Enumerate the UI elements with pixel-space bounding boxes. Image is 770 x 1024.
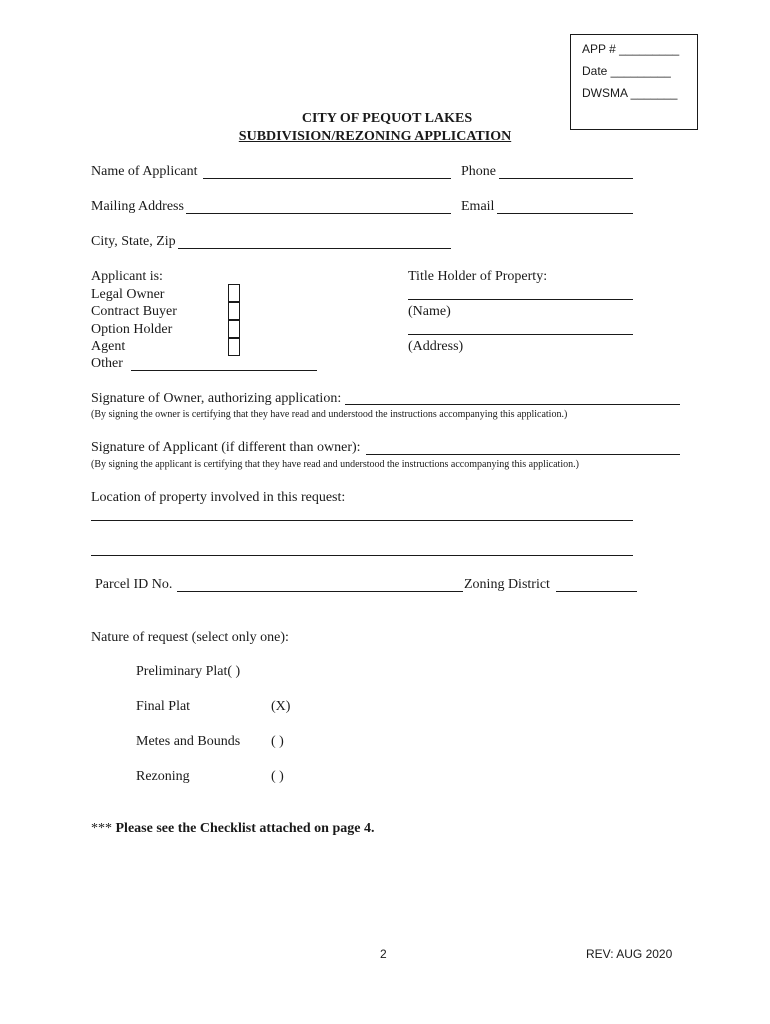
mailing-address-label: Mailing Address (91, 199, 184, 214)
title-holder-heading: Title Holder of Property: (408, 269, 548, 284)
date-field[interactable]: Date _________ (582, 64, 671, 78)
metes-and-bounds-mark[interactable]: ( ) (271, 734, 284, 749)
option-other-label: Other (91, 356, 123, 371)
city-state-zip-line[interactable] (178, 248, 451, 249)
request-heading: Nature of request (select only one): (91, 630, 289, 645)
note-stars: *** (91, 821, 112, 836)
page-number: 2 (380, 947, 387, 961)
owner-signature-line[interactable] (345, 404, 680, 405)
applicant-signature-label: Signature of Applicant (if different than owner): (91, 440, 361, 455)
rezoning-mark[interactable]: ( ) (271, 769, 284, 784)
location-line-2[interactable] (91, 555, 633, 556)
revision-date: REV: AUG 2020 (586, 947, 673, 961)
preliminary-plat-label: Preliminary Plat (136, 664, 228, 679)
title-holder-name-label: (Name) (408, 304, 451, 319)
app-number-field[interactable]: APP # _________ (582, 42, 680, 56)
dwsma-field[interactable]: DWSMA _______ (582, 86, 678, 100)
final-plat-label: Final Plat (136, 699, 191, 714)
name-of-applicant-line[interactable] (203, 178, 451, 179)
contract-buyer-checkbox[interactable] (228, 302, 240, 320)
title-holder-name-line[interactable] (408, 299, 633, 300)
zoning-district-label: Zoning District (464, 577, 550, 592)
city-state-zip-label: City, State, Zip (91, 234, 176, 249)
option-option-holder-label: Option Holder (91, 322, 173, 337)
note-text: Please see the Checklist attached on page 4. (115, 821, 375, 836)
location-line-1[interactable] (91, 520, 633, 521)
checklist-note (91, 821, 374, 837)
preliminary-plat-mark[interactable]: ( ) (227, 664, 241, 679)
title-holder-address-line[interactable] (408, 334, 633, 335)
legal-owner-checkbox[interactable] (228, 284, 240, 302)
option-other-line[interactable] (131, 370, 317, 371)
applicant-is-heading: Applicant is: (91, 269, 163, 284)
name-of-applicant-label: Name of Applicant (91, 164, 198, 179)
metes-and-bounds-label: Metes and Bounds (136, 734, 241, 749)
title-holder-address-label: (Address) (408, 339, 464, 354)
phone-line[interactable] (499, 178, 633, 179)
email-label: Email (461, 199, 495, 214)
applicant-signature-note: (By signing the applicant is certifying that they have read and understood the instructions accompanying this application.) (91, 459, 579, 470)
agent-checkbox[interactable] (228, 338, 240, 356)
option-contract-buyer-label: Contract Buyer (91, 304, 177, 319)
final-plat-mark[interactable]: (X) (271, 699, 291, 714)
owner-signature-label: Signature of Owner, authorizing application: (91, 391, 342, 406)
email-line[interactable] (497, 213, 633, 214)
phone-label: Phone (461, 164, 496, 179)
page-subtitle: SUBDIVISION/REZONING APPLICATION (238, 129, 512, 144)
request-option-label (136, 664, 240, 680)
parcel-id-label: Parcel ID No. (95, 577, 173, 592)
location-label: Location of property involved in this request: (91, 490, 346, 505)
option-legal-owner-label: Legal Owner (91, 287, 165, 302)
option-agent-label: Agent (91, 339, 126, 354)
owner-signature-note: (By signing the owner is certifying that they have read and understood the instructions accompanying this application.) (91, 409, 568, 420)
applicant-signature-line[interactable] (366, 454, 680, 455)
rezoning-label: Rezoning (136, 769, 190, 784)
option-holder-checkbox[interactable] (228, 320, 240, 338)
parcel-id-line[interactable] (177, 591, 463, 592)
page-title: CITY OF PEQUOT LAKES (301, 111, 473, 126)
zoning-district-line[interactable] (556, 591, 637, 592)
mailing-address-line[interactable] (186, 213, 451, 214)
